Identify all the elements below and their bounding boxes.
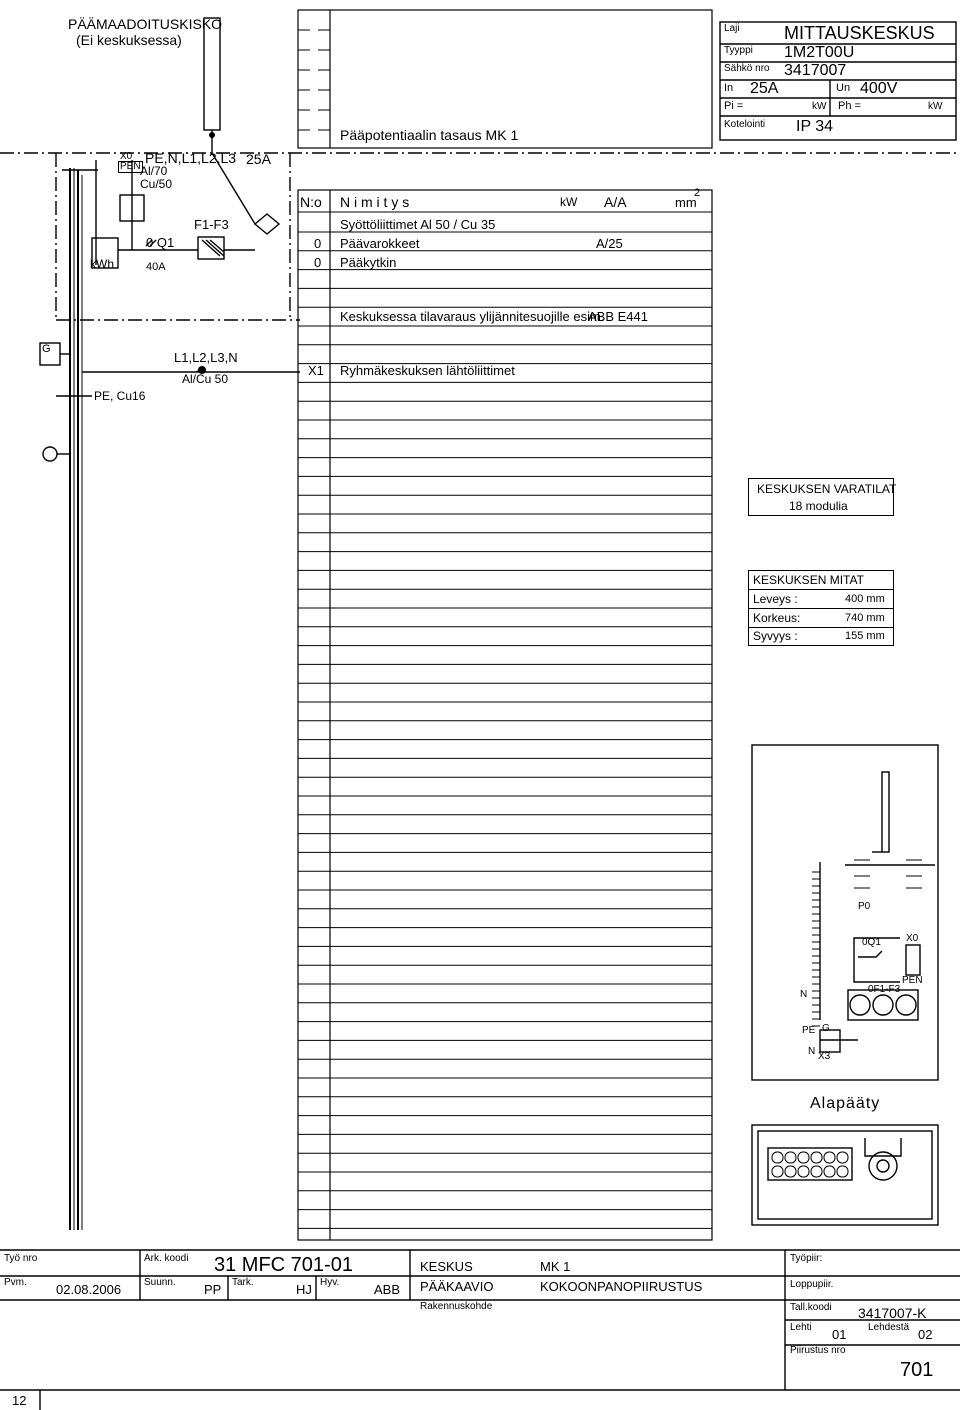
dim-height-label: Korkeus: xyxy=(753,611,801,625)
col-kw-header: kW xyxy=(560,195,578,209)
ph-unit: kW xyxy=(928,101,943,112)
tall-value: 3417007-K xyxy=(858,1305,927,1321)
tark-label: Tark. xyxy=(232,1277,254,1288)
col-aa-header: A/A xyxy=(604,194,627,210)
cab-q1: 0Q1 xyxy=(862,937,881,948)
kotelointi-label: Kotelointi xyxy=(724,119,766,130)
g-label: G xyxy=(42,343,51,355)
x1-label: X1 xyxy=(308,363,324,378)
suunn-value: PP xyxy=(204,1282,222,1297)
kokoonpano-label: KOKOONPANOPIIRUSTUS xyxy=(540,1279,703,1294)
ph-label: Ph = xyxy=(838,100,861,112)
laji-value: MITTAUSKESKUS xyxy=(784,23,935,43)
dim-depth-value: 155 mm xyxy=(845,630,885,642)
pe-label: PE, Cu16 xyxy=(94,389,146,403)
cab-pen: PEN xyxy=(902,975,923,986)
keskus-value: MK 1 xyxy=(540,1259,571,1274)
lehdesta-label: Lehdestä xyxy=(868,1322,910,1333)
paakaavio-label: PÄÄKAAVIO xyxy=(420,1279,494,1294)
lehti-value: 01 xyxy=(832,1327,847,1342)
l-conductor: Al/Cu 50 xyxy=(182,372,229,386)
pvm-value: 02.08.2006 xyxy=(56,1282,122,1297)
cab-pe: PE xyxy=(802,1025,816,1036)
fuses-label: F1-F3 xyxy=(194,217,229,232)
sahko-value: 3417007 xyxy=(784,62,847,79)
l-label: L1,L2,L3,N xyxy=(174,350,238,365)
row-3-no: 0 xyxy=(314,255,322,270)
cab-x0: X0 xyxy=(906,933,919,944)
ark-koodi-label: Ark. koodi xyxy=(144,1253,189,1264)
tyo-nro-label: Työ nro xyxy=(4,1253,38,1264)
cab-x3: X3 xyxy=(818,1051,831,1062)
rakennuskohde-label: Rakennuskohde xyxy=(420,1301,493,1312)
cab-p0: P0 xyxy=(858,901,871,912)
in-value: 25A xyxy=(750,80,779,97)
hyv-label: Hyv. xyxy=(320,1277,340,1288)
col-mm-header: mm xyxy=(675,195,697,210)
x1-name: Ryhmäkeskuksen lähtöliittimet xyxy=(340,363,515,378)
pi-label: Pi = xyxy=(724,100,744,112)
q1-rating: 40A xyxy=(146,261,166,273)
earthing-bar-title: PÄÄMAADOITUSKISKO xyxy=(68,16,223,32)
un-label: Un xyxy=(836,82,851,94)
lehdesta-value: 02 xyxy=(918,1327,933,1342)
dimensions-box xyxy=(748,570,894,646)
dim-width-label: Leveys : xyxy=(753,592,798,606)
page-number: 12 xyxy=(12,1393,27,1408)
piirustus-label: Piirustus nro xyxy=(790,1345,846,1356)
kotelointi-value: IP 34 xyxy=(796,118,834,135)
x0-label: X0 xyxy=(120,151,133,162)
col-name-header: N i m i t y s xyxy=(340,194,410,210)
lehti-label: Lehti xyxy=(790,1322,812,1333)
cab-n: N xyxy=(800,989,808,1000)
potential-label: Pääpotentiaalin tasaus MK 1 xyxy=(340,127,519,143)
dimensions-title: KESKUKSEN MITAT xyxy=(753,573,864,587)
col-mm-sup: 2 xyxy=(694,187,701,199)
dim-width-value: 400 mm xyxy=(845,593,885,605)
drawing-code: 31 MFC 701-01 xyxy=(214,1254,353,1276)
dim-depth-label: Syvyys : xyxy=(753,629,798,643)
col-no-header: N:o xyxy=(300,194,322,210)
pvm-label: Pvm. xyxy=(4,1277,27,1288)
cab-n2: N xyxy=(808,1046,816,1057)
tyyppi-value: 1M2T00U xyxy=(784,44,855,61)
tyyppi-label: Tyyppi xyxy=(724,45,753,56)
hyv-value: ABB xyxy=(374,1282,401,1297)
cab-g: G xyxy=(822,1023,830,1034)
row-2-name: Päävarokkeet xyxy=(340,236,420,251)
suunn-label: Suunn. xyxy=(144,1277,176,1288)
tall-label: Tall.koodi xyxy=(790,1302,832,1313)
kwh-meter: kWh xyxy=(90,257,114,271)
note-ref: ABB E441 xyxy=(588,309,648,324)
sahko-label: Sähkö nro xyxy=(724,63,770,74)
laji-label: Laji xyxy=(724,23,740,34)
bottom-view-label: Alapääty xyxy=(810,1095,881,1112)
supply-al: Al/70 xyxy=(140,164,168,178)
spare-title: KESKUKSEN VARATILAT xyxy=(757,482,897,496)
earthing-bar-subtitle: (Ei keskuksessa) xyxy=(76,32,182,48)
spare-value: 18 modulia xyxy=(789,499,848,513)
dim-height-value: 740 mm xyxy=(845,612,885,624)
rated-current: 25A xyxy=(246,151,271,167)
row-3-name: Pääkytkin xyxy=(340,255,397,270)
q1-label: 0 Q1 xyxy=(146,235,175,250)
tark-value: HJ xyxy=(296,1282,312,1297)
row-2-no: 0 xyxy=(314,236,322,251)
row-1-name: Syöttöliittimet Al 50 / Cu 35 xyxy=(340,217,496,232)
pi-unit: kW xyxy=(812,101,827,112)
supply-conductors: PE,N,L1,L2,L3 xyxy=(145,150,237,166)
in-label: In xyxy=(724,82,734,94)
piirustus-value: 701 xyxy=(900,1359,934,1381)
note-text: Keskuksessa tilavaraus ylijännitesuojille esim. xyxy=(340,309,605,324)
supply-cu: Cu/50 xyxy=(140,177,173,191)
row-2-aa: A/25 xyxy=(596,236,623,251)
pen-label: PEN xyxy=(120,161,141,172)
loppupiir-label: Loppupiir. xyxy=(790,1279,834,1290)
spare-box xyxy=(748,478,897,516)
tyopiir-label: Työpiir: xyxy=(790,1253,823,1264)
keskus-label: KESKUS xyxy=(420,1259,473,1274)
un-value: 400V xyxy=(860,80,898,97)
cab-fuses: 0F1-F3 xyxy=(868,984,901,995)
